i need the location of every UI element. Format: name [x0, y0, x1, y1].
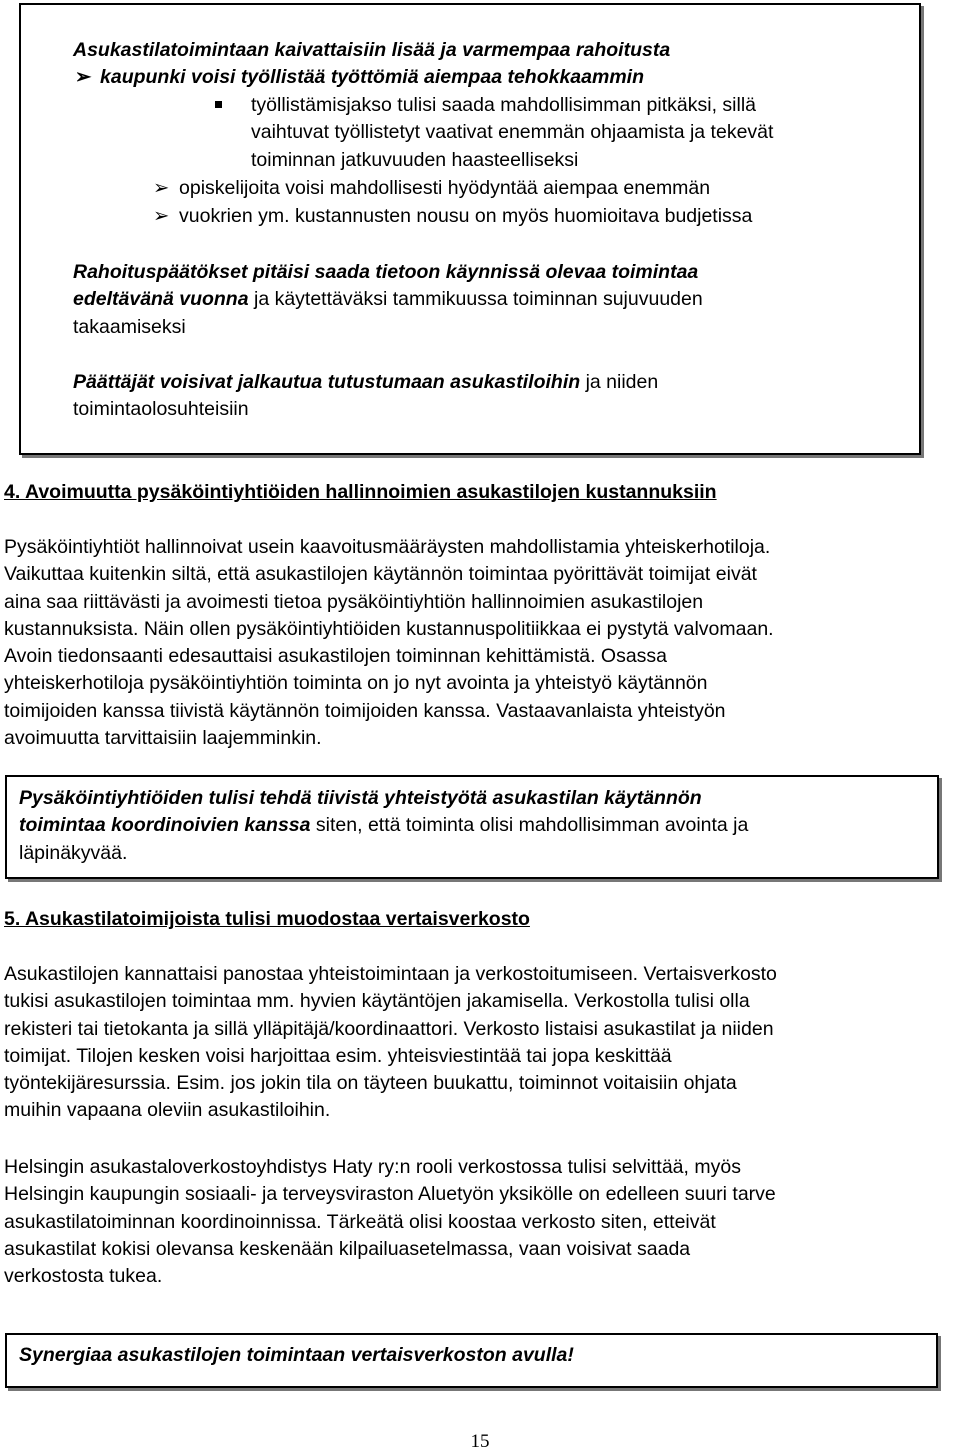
arrow-bullet-icon: ➢	[75, 66, 92, 88]
text: toimintaolosuhteisiin	[73, 398, 249, 421]
text-line: muihin vapaana oleviin asukastiloihin.	[4, 1099, 331, 1122]
bold-text: edeltävänä vuonna	[73, 288, 249, 311]
text-line: Pysäköintiyhtiöt hallinnoivat usein kaavoitusmääräysten mahdollistamia yhteiskerhotiloja.	[4, 536, 771, 558]
section-5-heading: 5. Asukastilatoimijoista tulisi muodostaa vertaisverkosto	[4, 908, 530, 930]
bullet-text: vuokrien ym. kustannusten nousu on myös huomioitava budjetissa	[179, 205, 753, 227]
square-list	[251, 92, 773, 174]
bullet-arrow-3	[153, 203, 753, 230]
square-bullet-icon	[215, 101, 222, 108]
section-5-paragraph-1	[4, 961, 956, 1125]
section-4-paragraph	[4, 534, 956, 752]
section-4-heading: 4. Avoimuutta pysäköintiyhtiöiden hallinnoimien asukastilojen kustannuksiin	[4, 481, 717, 503]
bold-text: Päättäjät voisivat jalkautua tutustumaan asukastiloihin	[73, 371, 581, 393]
text-line: toimijat. Tilojen kesken voisi harjoittaa esim. yhteisviestintää tai jopa keskittää	[4, 1044, 672, 1067]
text: ja käytettäväksi tammikuussa toiminnan sujuvuuden	[248, 288, 703, 311]
text-line: Asukastilojen kannattaisi panostaa yhteistoimintaan ja verkostoitumiseen. Vertaisverkosto	[4, 963, 777, 985]
synergy-text: Synergiaa asukastilojen toimintaan vertaisverkoston avulla!	[19, 1344, 574, 1366]
square-line: toiminnan jatkuvuuden haasteelliseksi	[251, 148, 579, 171]
text-line: yhteiskerhotiloja pysäköintiyhtiön toiminta on jo nyt avointa ja yhteistyö käytännön	[4, 672, 708, 695]
bullet-arrow-2	[153, 175, 711, 202]
text-line: toimijoiden kanssa tiivistä käytännön toimijoiden kanssa. Vastaavanlaista yhteistyön	[4, 699, 726, 722]
bullet-text: opiskelijoita voisi mahdollisesti hyödyntää aiempaa enemmän	[179, 177, 711, 199]
text: takaamiseksi	[73, 315, 186, 338]
square-line: vaihtuvat työllistetyt vaativat enemmän ohjaamista ja tekevät	[251, 121, 774, 144]
text-line: asukastilatoiminnan koordinoinnissa. Tärkeätä olisi koostaa verkosto siten, etteivät	[4, 1210, 716, 1233]
parking-box-text	[19, 785, 748, 867]
text: siten, että toiminta olisi mahdollisimman avointa ja	[310, 814, 749, 837]
bold-text: Pysäköintiyhtiöiden tulisi tehdä tiivistä yhteistyötä asukastilan käytännön	[19, 787, 702, 809]
square-line: työllistämisjakso tulisi saada mahdollisimman pitkäksi, sillä	[251, 94, 757, 116]
arrow-bullet-icon: ➢	[153, 177, 170, 199]
text: ja niiden	[580, 371, 659, 393]
page-number: 15	[470, 1431, 490, 1452]
text-line: aina saa riittävästi ja avoimesti tietoa pysäköintiyhtiön hallinnoimien asukastilojen	[4, 590, 704, 613]
text-line: tukisi asukastilojen toimintaa mm. hyvien käytäntöjen jakamisella. Verkostolla tulisi olla	[4, 990, 750, 1013]
text-line: asukastilat kokisi olevansa keskenään kilpailuasetelmassa, vaan voisivat saada	[4, 1237, 691, 1260]
text-line: työntekijäresurssia. Esim. jos jokin tila on täyteen buukattu, toiminnot voitaisiin ohjata	[4, 1072, 737, 1095]
text-line: Helsingin asukastaloverkostoyhdistys Haty ry:n rooli verkostossa tulisi selvittää, myös	[4, 1156, 741, 1178]
text-line: Avoin tiedonsaanti edesauttaisi asukastilojen toiminnan kehittämistä. Osassa	[4, 645, 668, 668]
bullet-arrow-1	[75, 64, 645, 91]
text-line: kustannuksista. Näin ollen pysäköintiyhtiöiden kustannuspolitiikkaa ei pystytä valvomaan.	[4, 617, 774, 640]
bullet-text: kaupunki voisi työllistää työttömiä aiempaa tehokkaammin	[100, 66, 645, 88]
funding-decisions-paragraph	[73, 259, 703, 341]
arrow-bullet-icon: ➢	[153, 205, 170, 227]
funding-heading: Asukastilatoimintaan kaivattaisiin lisää ja varmempaa rahoitusta	[73, 39, 671, 61]
section-5-paragraph-2	[4, 1154, 956, 1290]
decision-makers-paragraph	[73, 369, 658, 424]
bold-text: toimintaa koordinoivien kanssa	[19, 814, 311, 837]
text-line: Helsingin kaupungin sosiaali- ja terveysviraston Aluetyön yksikölle on edelleen suuri tarve	[4, 1183, 776, 1206]
text-line: Vaikuttaa kuitenkin siltä, että asukastilojen käytännön toimintaa pyörittävät toimijat eivät	[4, 563, 757, 586]
bold-text: Rahoituspäätökset pitäisi saada tietoon käynnissä olevaa toimintaa	[73, 261, 699, 283]
text-line: avoimuutta tarvittaisiin laajemminkin.	[4, 727, 322, 750]
text-line: verkostosta tukea.	[4, 1265, 163, 1288]
text-line: rekisteri tai tietokanta ja sillä ylläpitäjä/koordinaattori. Verkosto listaisi asukastilat ja niiden	[4, 1017, 774, 1040]
text: läpinäkyvää.	[19, 841, 128, 864]
